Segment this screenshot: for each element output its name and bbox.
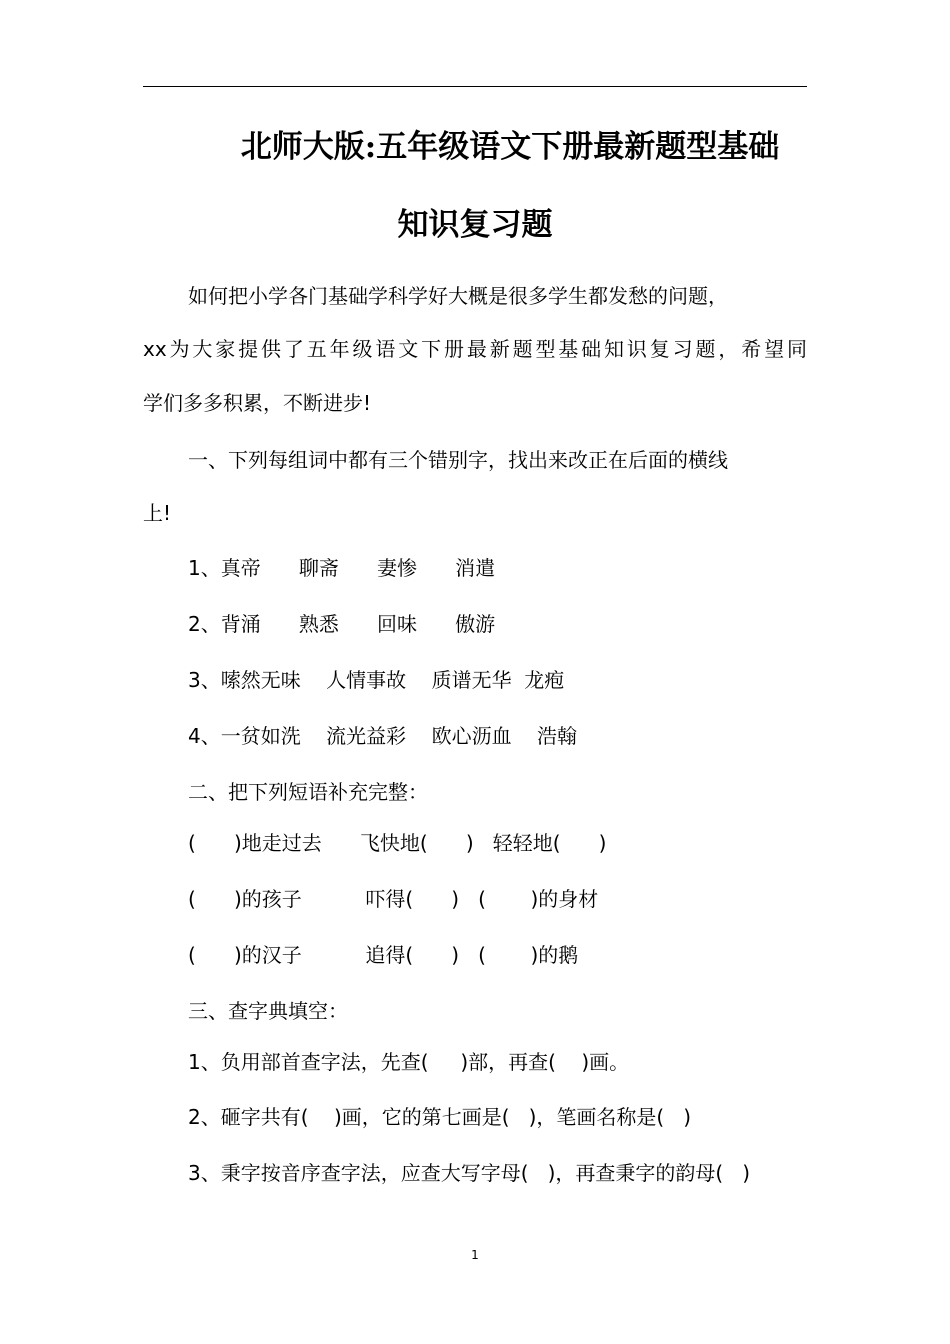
section3-item: 3、秉字按音序查字法，应查大写字母( )，再查秉字的韵母( ) xyxy=(188,1161,751,1185)
section1-item: 4、一贫如洗 流光益彩 欧心沥血 浩翰 xyxy=(188,724,578,748)
section1-heading: 一、下列每组词中都有三个错别字，找出来改正在后面的横线 xyxy=(188,448,728,472)
intro-line-3: 学们多多积累，不断进步! xyxy=(143,391,372,415)
intro-line-1: 如何把小学各门基础学科学好大概是很多学生都发愁的问题， xyxy=(188,284,728,308)
section2-heading: 二、把下列短语补充完整： xyxy=(188,780,428,804)
document-title-line-1: 北师大版:五年级语文下册最新题型基础 xyxy=(240,129,780,165)
section2-item: ( )地走过去 飞快地( ) 轻轻地( ) xyxy=(188,831,607,855)
document-title-line-2: 知识复习题 xyxy=(397,207,553,243)
section1-heading-cont: 上! xyxy=(143,501,172,525)
section3-heading: 三、查字典填空： xyxy=(188,999,348,1023)
section1-item: 2、背涌 熟悉 回味 傲游 xyxy=(188,612,496,636)
section1-item: 1、真帝 聊斋 妻惨 消遣 xyxy=(188,556,496,580)
section2-item: ( )的孩子 吓得( ) ( )的身材 xyxy=(188,887,599,911)
section2-item: ( )的汉子 追得( ) ( )的鹅 xyxy=(188,943,579,967)
intro-line-2: xx为大家提供了五年级语文下册最新题型基础知识复习题，希望同 xyxy=(143,337,807,361)
header-rule xyxy=(143,86,807,87)
section3-item: 2、砸字共有( )画，它的第七画是( )，笔画名称是( ) xyxy=(188,1105,692,1129)
section3-item: 1、负用部首查字法，先查( )部，再查( )画。 xyxy=(188,1050,630,1074)
section1-item: 3、嗦然无味 人情事故 质谱无华 龙疱 xyxy=(188,668,565,692)
page-number: 1 xyxy=(471,1248,479,1262)
